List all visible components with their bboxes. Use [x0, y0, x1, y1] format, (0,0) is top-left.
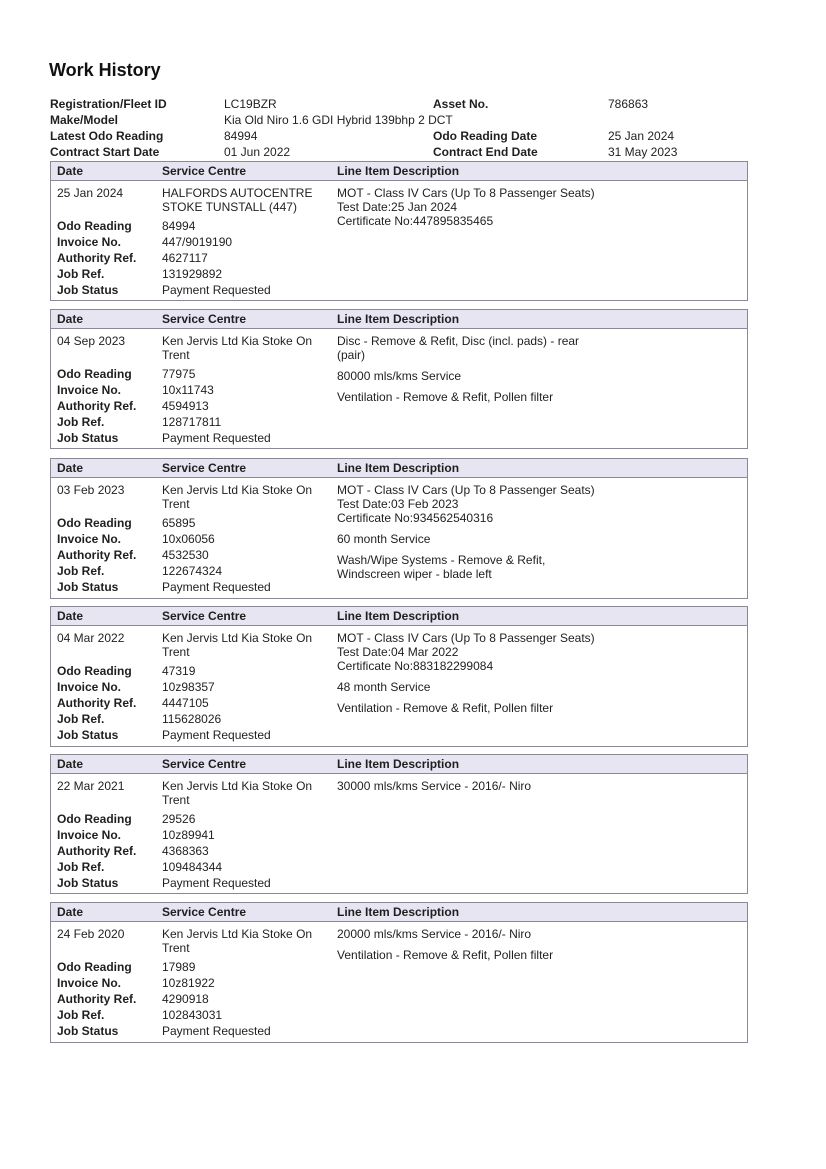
job-ref-label: Job Ref. — [57, 1008, 105, 1022]
job-ref-label: Job Ref. — [57, 415, 105, 429]
authority-value: 4532530 — [162, 548, 209, 562]
invoice-value: 447/9019190 — [162, 235, 233, 249]
invoice-value: 10x06056 — [162, 532, 215, 546]
service-centre-name: Ken Jervis Ltd Kia Stoke On Trent — [162, 927, 313, 955]
line-item: 30000 mls/kms Service - 2016/- Niro — [337, 779, 532, 793]
service-centre-column-header: Service Centre — [162, 312, 247, 326]
make-model-label: Make/Model — [50, 113, 119, 127]
asset-label: Asset No. — [433, 97, 489, 111]
service-centre-name: Ken Jervis Ltd Kia Stoke On Trent — [162, 631, 313, 659]
authority-value: 4290918 — [162, 992, 209, 1006]
contract-start-value: 01 Jun 2022 — [224, 145, 291, 159]
service-centre-column-header: Service Centre — [162, 461, 247, 475]
invoice-value: 10z81922 — [162, 976, 215, 990]
invoice-label: Invoice No. — [57, 828, 122, 842]
line-item: 48 month Service — [337, 680, 431, 694]
authority-value: 4447105 — [162, 696, 209, 710]
job-status-label: Job Status — [57, 283, 119, 297]
work-record — [50, 309, 748, 449]
authority-label: Authority Ref. — [57, 399, 137, 413]
service-centre-name: HALFORDS AUTOCENTRE STOKE TUNSTALL (447) — [162, 186, 313, 214]
record-date: 25 Jan 2024 — [57, 186, 124, 200]
record-header — [51, 903, 747, 922]
odo-value: 77975 — [162, 367, 196, 381]
odo-label: Odo Reading — [57, 812, 132, 826]
record-date: 04 Mar 2022 — [57, 631, 125, 645]
line-item: Disc - Remove & Refit, Disc (incl. pads) - rear (pair) — [337, 334, 580, 362]
invoice-label: Invoice No. — [57, 532, 122, 546]
invoice-value: 10x11743 — [162, 383, 214, 397]
record-date: 03 Feb 2023 — [57, 483, 125, 497]
contract-end-value: 31 May 2023 — [608, 145, 678, 159]
invoice-label: Invoice No. — [57, 680, 122, 694]
registration-label: Registration/Fleet ID — [50, 97, 167, 111]
line-item-column-header: Line Item Description — [337, 905, 460, 919]
date-column-header: Date — [57, 757, 84, 771]
work-record — [50, 161, 748, 301]
invoice-label: Invoice No. — [57, 976, 122, 990]
job-status-label: Job Status — [57, 431, 119, 445]
line-items — [337, 483, 737, 588]
odo-date-label: Odo Reading Date — [433, 129, 538, 143]
job-status-value: Payment Requested — [162, 1024, 271, 1038]
work-record — [50, 902, 748, 1043]
job-status-label: Job Status — [57, 580, 119, 594]
line-item: Ventilation - Remove & Refit, Pollen filter — [337, 948, 554, 962]
summary-row — [50, 96, 750, 112]
odo-value: 29526 — [162, 812, 196, 826]
line-items — [337, 927, 737, 969]
line-item-column-header: Line Item Description — [337, 461, 460, 475]
record-header — [51, 162, 747, 181]
line-item: 20000 mls/kms Service - 2016/- Niro — [337, 927, 532, 941]
line-items — [337, 631, 737, 722]
line-item: MOT - Class IV Cars (Up To 8 Passenger Seats) Test Date:03 Feb 2023 Certificate No:934562540316 — [337, 483, 595, 525]
line-item: MOT - Class IV Cars (Up To 8 Passenger Seats) Test Date:04 Mar 2022 Certificate No:883182299084 — [337, 631, 595, 673]
service-centre-name: Ken Jervis Ltd Kia Stoke On Trent — [162, 483, 313, 511]
authority-value: 4594913 — [162, 399, 209, 413]
record-header — [51, 459, 747, 478]
authority-label: Authority Ref. — [57, 844, 137, 858]
service-centre-column-header: Service Centre — [162, 757, 247, 771]
record-date: 22 Mar 2021 — [57, 779, 125, 793]
authority-label: Authority Ref. — [57, 696, 137, 710]
job-status-value: Payment Requested — [162, 431, 271, 445]
job-ref-label: Job Ref. — [57, 267, 105, 281]
job-ref-value: 102843031 — [162, 1008, 223, 1022]
job-ref-label: Job Ref. — [57, 712, 105, 726]
asset-value: 786863 — [608, 97, 649, 111]
job-ref-value: 109484344 — [162, 860, 223, 874]
authority-label: Authority Ref. — [57, 251, 137, 265]
line-item-column-header: Line Item Description — [337, 164, 460, 178]
job-status-value: Payment Requested — [162, 283, 271, 297]
odo-label: Odo Reading — [57, 664, 132, 678]
odo-label: Odo Reading — [57, 516, 132, 530]
service-centre-column-header: Service Centre — [162, 164, 247, 178]
date-column-header: Date — [57, 609, 84, 623]
job-ref-value: 128717811 — [162, 415, 222, 429]
job-status-value: Payment Requested — [162, 580, 271, 594]
odo-label: Odo Reading — [57, 367, 132, 381]
record-header — [51, 755, 747, 774]
odo-value: 47319 — [162, 664, 196, 678]
record-date: 24 Feb 2020 — [57, 927, 125, 941]
job-ref-value: 131929892 — [162, 267, 223, 281]
job-status-value: Payment Requested — [162, 876, 271, 890]
odo-date-value: 25 Jan 2024 — [608, 129, 675, 143]
line-item: 80000 mls/kms Service — [337, 369, 462, 383]
authority-label: Authority Ref. — [57, 548, 137, 562]
vehicle-summary — [50, 96, 750, 160]
line-item-column-header: Line Item Description — [337, 757, 460, 771]
contract-end-label: Contract End Date — [433, 145, 538, 159]
service-centre-name: Ken Jervis Ltd Kia Stoke On Trent — [162, 334, 313, 362]
date-column-header: Date — [57, 905, 84, 919]
service-centre-column-header: Service Centre — [162, 609, 247, 623]
date-column-header: Date — [57, 461, 84, 475]
summary-row — [50, 128, 750, 144]
odo-value: 17989 — [162, 960, 196, 974]
registration-value: LC19BZR — [224, 97, 277, 111]
line-items — [337, 334, 737, 411]
authority-value: 4368363 — [162, 844, 209, 858]
page-title: Work History — [49, 60, 161, 80]
work-record — [50, 458, 748, 599]
invoice-label: Invoice No. — [57, 383, 122, 397]
date-column-header: Date — [57, 164, 84, 178]
invoice-value: 10z89941 — [162, 828, 215, 842]
job-ref-label: Job Ref. — [57, 860, 105, 874]
line-item-column-header: Line Item Description — [337, 312, 460, 326]
job-status-label: Job Status — [57, 876, 119, 890]
odo-value: 84994 — [162, 219, 196, 233]
odo-label: Odo Reading — [57, 219, 132, 233]
line-item: MOT - Class IV Cars (Up To 8 Passenger Seats) Test Date:25 Jan 2024 Certificate No:447895835465 — [337, 186, 595, 228]
line-item: Ventilation - Remove & Refit, Pollen filter — [337, 390, 554, 404]
latest-odo-label: Latest Odo Reading — [50, 129, 164, 143]
service-centre-name: Ken Jervis Ltd Kia Stoke On Trent — [162, 779, 313, 807]
authority-value: 4627117 — [162, 251, 208, 265]
line-item: Wash/Wipe Systems - Remove & Refit, Windscreen wiper - blade left — [337, 553, 546, 581]
invoice-value: 10z98357 — [162, 680, 215, 694]
job-ref-label: Job Ref. — [57, 564, 105, 578]
summary-row — [50, 144, 750, 160]
line-item: Ventilation - Remove & Refit, Pollen filter — [337, 701, 554, 715]
summary-row — [50, 112, 750, 128]
record-header — [51, 310, 747, 329]
odo-label: Odo Reading — [57, 960, 132, 974]
contract-start-label: Contract Start Date — [50, 145, 160, 159]
work-record — [50, 754, 748, 894]
work-record — [50, 606, 748, 747]
job-status-value: Payment Requested — [162, 728, 271, 742]
latest-odo-value: 84994 — [224, 129, 258, 143]
line-item: 60 month Service — [337, 532, 431, 546]
job-status-label: Job Status — [57, 1024, 119, 1038]
authority-label: Authority Ref. — [57, 992, 137, 1006]
job-status-label: Job Status — [57, 728, 119, 742]
line-items — [337, 779, 737, 800]
service-centre-column-header: Service Centre — [162, 905, 247, 919]
line-item-column-header: Line Item Description — [337, 609, 460, 623]
line-items — [337, 186, 737, 235]
job-ref-value: 122674324 — [162, 564, 223, 578]
invoice-label: Invoice No. — [57, 235, 122, 249]
record-date: 04 Sep 2023 — [57, 334, 126, 348]
job-ref-value: 115628026 — [162, 712, 222, 726]
odo-value: 65895 — [162, 516, 196, 530]
record-header — [51, 607, 747, 626]
date-column-header: Date — [57, 312, 84, 326]
make-model-value: Kia Old Niro 1.6 GDI Hybrid 139bhp 2 DCT — [224, 113, 453, 127]
